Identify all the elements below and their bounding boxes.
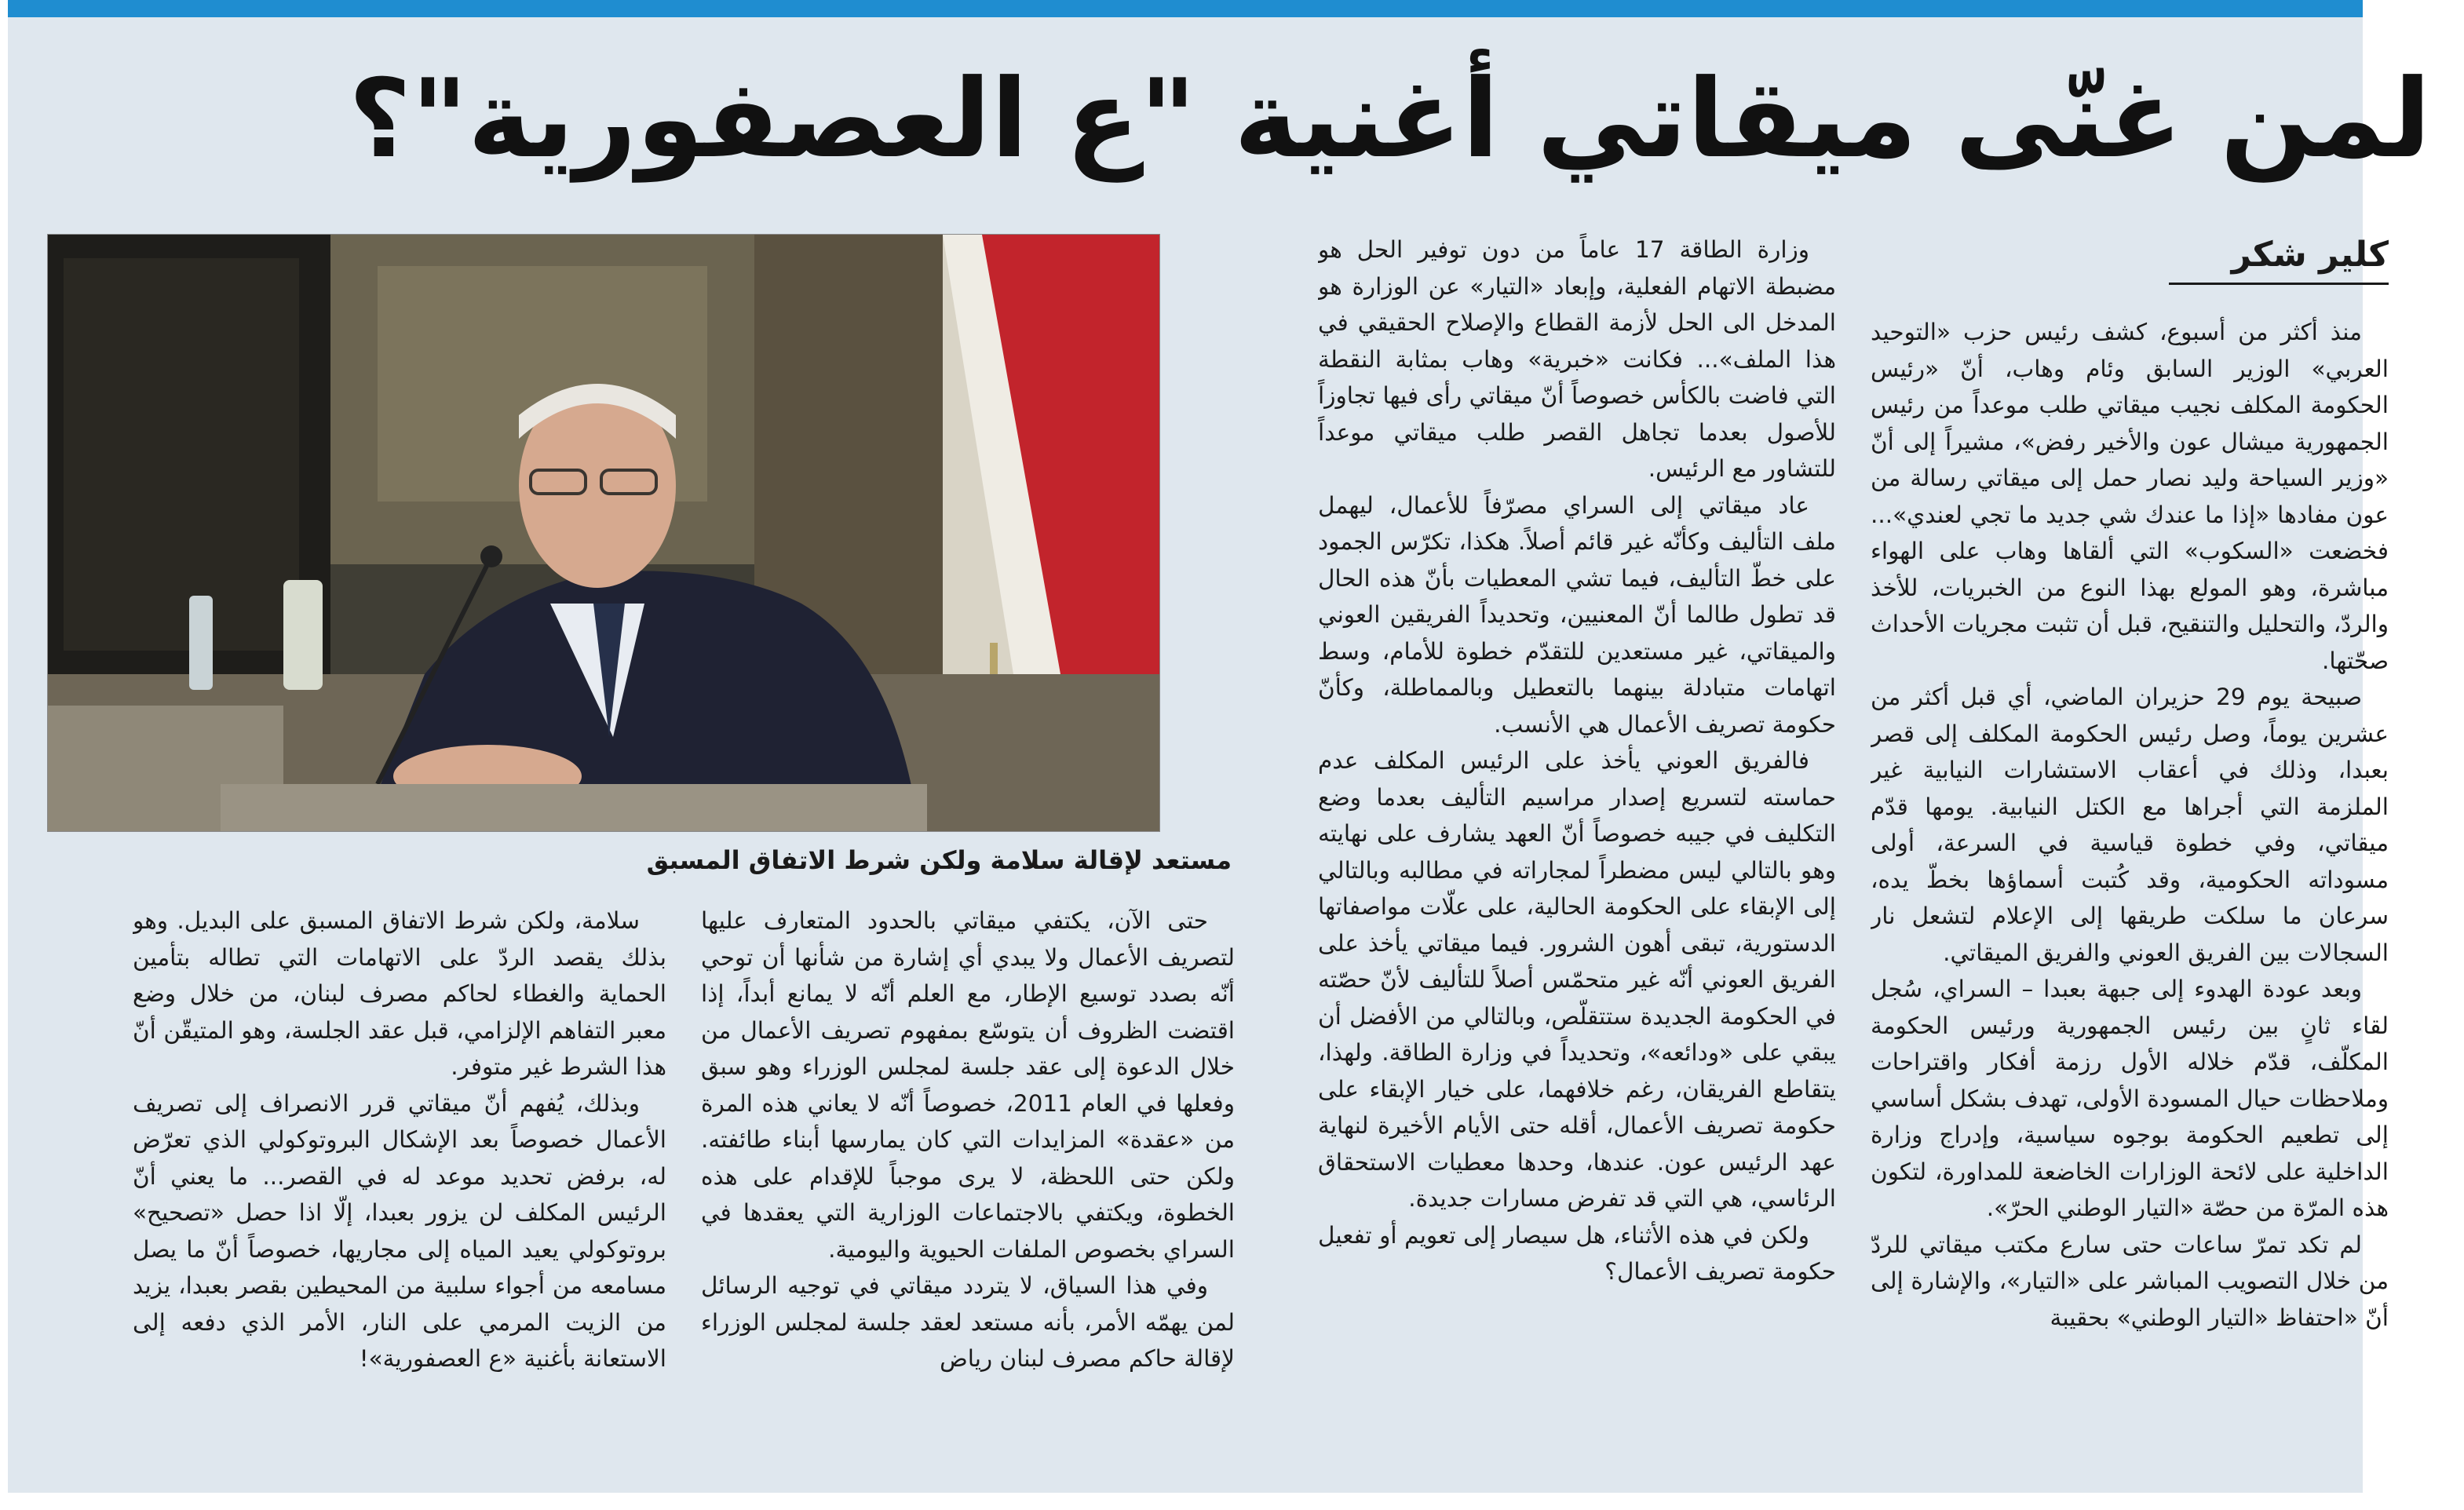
photo-caption: مستعد لإقالة سلامة ولكن شرط الاتفاق المسبق: [646, 845, 1232, 875]
paragraph: لم تكد تمرّ ساعات حتى سارع مكتب ميقاتي للردّ من خلال التصويب المباشر على «التيار»، والإشارة إلى أنّ «احتفاظ «التيار الوطني» بحقيبة: [1871, 1231, 2389, 1331]
author-byline: كلير شكر: [2169, 228, 2389, 285]
paragraph: وبعد عودة الهدوء إلى جبهة بعبدا – السراي، سُجل لقاء ثانٍ بين رئيس الجمهورية ورئيس الحكومة المكلّف، قدّم خلاله الأول رزمة أفكار واقتراحات وملاحظات حيال المسودة الأولى، تهدف بشكل أساسي إلى تطعيم الحكومة بوجوه سياسية، وإدراج وزارة الداخلية على لائحة الوزارات الخاضعة للمداورة، لتكون هذه المرّة من حصّة «التيار الوطني الحرّ».: [1871, 976, 2389, 1221]
top-color-bar: [8, 0, 2363, 17]
paragraph: حتى الآن، يكتفي ميقاتي بالحدود المتعارف عليها لتصريف الأعمال ولا يبدي أي إشارة من شأنها أن توحي أنّه بصدد توسيع الإطار، مع العلم أنّه لا يمانع أبداً، إذا اقتضت الظروف أن يتوسّع بمفهوم تصريف الأعمال من خلال الدعوة إلى عقد جلسة لمجلس الوزراء وهو سبق وفعلها في العام 2011، خصوصاً أنّه لا يعاني هذه المرة من «عقدة» المزايدات التي كان يمارسها أبناء طائفته. ولكن حتى اللحظة، لا يرى موجباً للإقدام على هذه الخطوة، ويكتفي بالاجتماعات الوزارية التي يعقدها في السراي بخصوص الملفات الحيوية واليومية.: [701, 907, 1235, 1263]
paragraph: منذ أكثر من أسبوع، كشف رئيس حزب «التوحيد العربي» الوزير السابق وئام وهاب، أنّ «رئيس الحكومة المكلف نجيب ميقاتي طلب موعداً من رئيس الجمهورية ميشال عون والأخير رفض»، مشيراً إلى أنّ «وزير السياحة وليد نصار حمل إلى ميقاتي رسالة من عون مفادها «إذا ما عندك شي جديد ما تجي لعندي»... فخضعت «السكوب» التي ألقاها وهاب على الهواء مباشرة، وهو المولع بهذا النوع من الخبريات، للأخذ والردّ، والتحليل والتنقيح، قبل أن تثبت مجريات الأحداث صحّتها.: [1871, 319, 2389, 674]
paragraph: فالفريق العوني يأخذ على الرئيس المكلف عدم حماسته لتسريع إصدار مراسيم التأليف بعدما وضع التكليف في جيبه خصوصاً أنّ العهد يشارف على نهايته وهو بالتالي ليس مضطراً لمجاراته في مطالبه وبالتالي إلى الإبقاء على الحكومة الحالية، على علّات مواصفاتها الدستورية، تبقى أهون الشرور. فيما ميقاتي يأخذ على الفريق العوني أنّه غير متحمّس أصلاً للتأليف لأنّ حصّته في الحكومة الجديدة ستتقلّص، وبالتالي من الأفضل أن يبقي على «ودائعه»، وتحديداً في وزارة الطاقة. ولهذا، يتقاطع الفريقان، رغم خلافهما، على خيار الإبقاء على حكومة تصريف الأعمال، أقله حتى الأيام الأخيرة لنهاية عهد الرئيس عون. عندها، وحدها معطيات الاستحقاق الرئاسي، هي التي قد تفرض مسارات جديدة.: [1318, 747, 1836, 1212]
paragraph: عاد ميقاتي إلى السراي مصرّفاً للأعمال، ليهمل ملف التأليف وكأنّه غير قائم أصلاً. هكذا، تكرّس الجمود على خطّ التأليف، فيما تشي المعطيات بأنّ هذه الحال قد تطول طالما أنّ المعنيين، وتحديداً الفريقين العوني والميقاتي، غير مستعدين للتقدّم خطوة للأمام، وسط اتهامات متبادلة بينهما بالتعطيل وبالمماطلة، وكأنّ حكومة تصريف الأعمال هي الأنسب.: [1318, 491, 1836, 738]
photo-illustration: [48, 235, 1159, 831]
paragraph: سلامة، ولكن شرط الاتفاق المسبق على البديل. وهو بذلك يقصد الردّ على الاتهامات التي تطاله بتأمين الحماية والغطاء لحاكم مصرف لبنان، من خلال وضع معبر التفاهم الإلزامي، قبل عقد الجلسة، وهو المتيقّن أنّ هذا الشرط غير متوفر.: [133, 907, 666, 1080]
article-column-3: [701, 903, 1235, 1483]
article-headline: لمن غنّى ميقاتي أغنية "ع العصفورية"؟: [348, 56, 2431, 182]
paragraph: وفي هذا السياق، لا يتردد ميقاتي في توجيه الرسائل لمن يهمّه الأمر، بأنه مستعد لعقد جلسة لمجلس الوزراء لإقالة حاكم مصرف لبنان رياض: [701, 1272, 1235, 1372]
article-column-4: [133, 903, 666, 1483]
article-column-1: [1871, 314, 2389, 1483]
article-column-2: [1318, 232, 1836, 1483]
paragraph: صبيحة يوم 29 حزيران الماضي، أي قبل أكثر من عشرين يوماً، وصل رئيس الحكومة المكلف إلى قصر بعبدا، وذلك في أعقاب الاستشارات النيابية غير الملزمة التي أجراها مع الكتل النيابية. يومها قدّم ميقاتي، وفي خطوة قياسية في السرعة، أولى مسوداته الحكومية، وقد كُتبت أسماؤها بخطّ يده، سرعان ما سلكت طريقها إلى الإعلام لتشعل نار السجالات بين الفريق العوني والفريق الميقاتي.: [1871, 684, 2389, 966]
paragraph: ولكن في هذه الأثناء، هل سيصار إلى تعويم أو تفعيل حكومة تصريف الأعمال؟: [1318, 1221, 1836, 1285]
article-photo: [47, 234, 1160, 832]
paragraph: وزارة الطاقة 17 عاماً من دون توفير الحل هو مضبطة الاتهام الفعلية، وإبعاد «التيار» عن الوزارة هو المدخل الى الحل لأزمة القطاع والإصلاح الحقيقي في هذا الملف»... فكانت «خبرية» وهاب بمثابة النقطة التي فاضت بالكأس خصوصاً أنّ ميقاتي رأى فيها تجاوزاً للأصول بعدما تجاهل القصر طلب ميقاتي موعداً للتشاور مع الرئيس.: [1318, 236, 1836, 482]
paragraph: وبذلك، يُفهم أنّ ميقاتي قرر الانصراف إلى تصريف الأعمال خصوصاً بعد الإشكال البروتوكولي الذي تعرّض له، برفض تحديد موعد له في القصر... ما يعني أنّ الرئيس المكلف لن يزور بعبدا، إلّا اذا حصل «تصحيح» بروتوكولي يعيد المياه إلى مجاريها، خصوصاً أنّ ما يصل مسامعه من أجواء سلبية من المحيطين بقصر بعبدا، يزيد من الزيت المرمي على النار، الأمر الذي دفعه إلى الاستعانة بأغنية «ع العصفورية»!: [133, 1089, 666, 1372]
